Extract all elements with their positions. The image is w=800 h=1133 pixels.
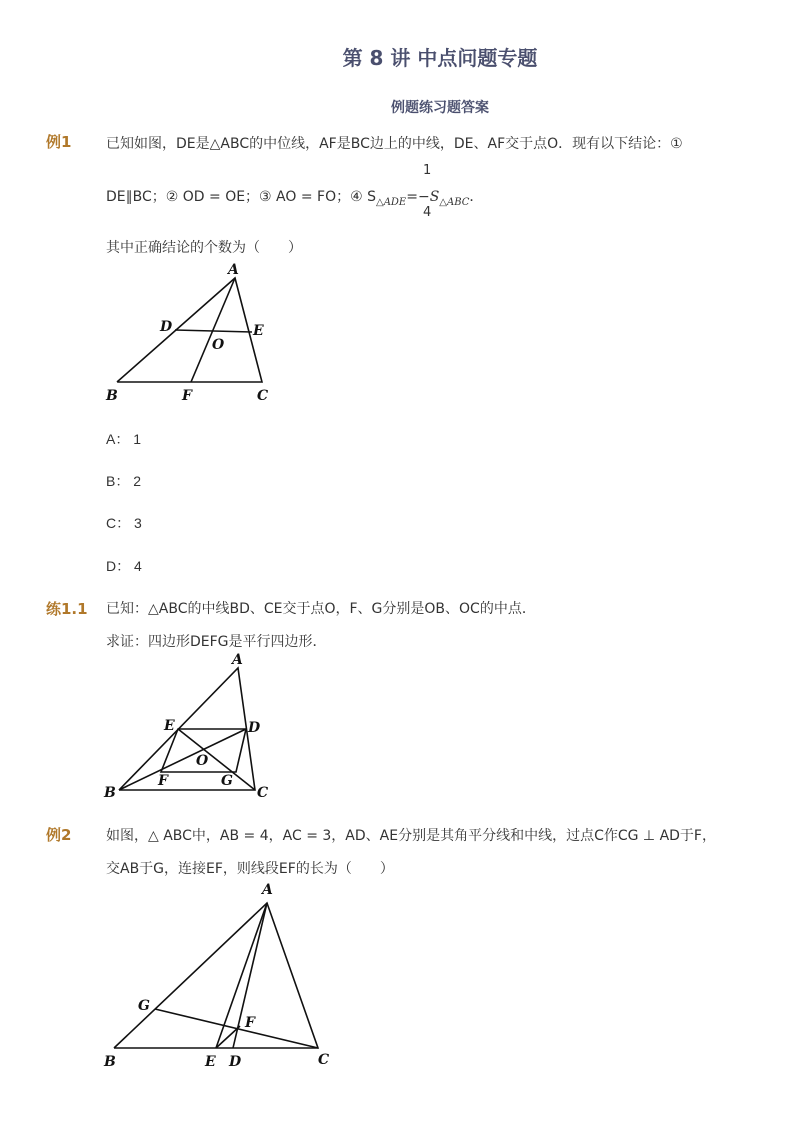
point-f-2: F bbox=[158, 773, 168, 789]
vertex-b-3: B bbox=[104, 1054, 116, 1070]
sub-ade: △ADE bbox=[376, 197, 407, 208]
vertex-c: C bbox=[257, 388, 269, 404]
fraction-denominator: 4 bbox=[423, 205, 432, 220]
vertex-b-2: B bbox=[104, 785, 116, 801]
example-2-line1: 如图，△ ABC中，AB = 4，AC = 3，AD、AE分别是其角平分线和中线，过点C作CG ⊥ AD于F， bbox=[106, 828, 716, 844]
option-a: A： 1 bbox=[106, 431, 142, 447]
segment-ae bbox=[216, 903, 267, 1048]
triangle-abc-3 bbox=[114, 903, 318, 1048]
vertex-c-2: C bbox=[257, 785, 269, 801]
fraction-numerator: 1 bbox=[423, 163, 432, 178]
s-symbol: S bbox=[429, 189, 440, 205]
page-title: 第 8 讲 中点问题专题 bbox=[342, 46, 538, 70]
line-end: ． bbox=[469, 189, 484, 205]
point-g-2: G bbox=[221, 773, 233, 789]
example-1-line1: 已知如图，DE是△ABC的中位线，AF是BC边上的中线，DE、AF交于点O．现有以下结论：① bbox=[106, 136, 683, 152]
point-f: F bbox=[182, 388, 192, 404]
practice-1-1-line1: 已知：△ABC的中线BD、CE交于点O，F、G分别是OB、OC的中点． bbox=[106, 601, 536, 617]
equals-sign: = bbox=[406, 189, 418, 205]
point-e: E bbox=[253, 323, 264, 339]
practice-1-1-line2: 求证：四边形DEFG是平行四边形． bbox=[106, 634, 327, 650]
figure-triangle-3 bbox=[100, 878, 340, 1078]
option-b: B： 2 bbox=[106, 473, 142, 489]
page-subtitle: 例题练习题答案 bbox=[391, 100, 489, 116]
point-o: O bbox=[212, 337, 225, 353]
example-2-line2: 交AB于G，连接EF，则线段EF的长为（ ） bbox=[106, 861, 394, 877]
fraction-minus: − bbox=[417, 189, 430, 205]
point-e-2: E bbox=[164, 718, 175, 734]
point-d-2: D bbox=[248, 720, 261, 736]
vertex-b: B bbox=[106, 388, 118, 404]
option-d: D： 4 bbox=[106, 558, 142, 574]
point-d-3: D bbox=[229, 1054, 242, 1070]
example-2-label: 例2 bbox=[46, 826, 72, 844]
point-f-3: F bbox=[245, 1015, 255, 1031]
practice-1-1-label: 练1.1 bbox=[46, 600, 88, 618]
point-o-2: O bbox=[196, 753, 209, 769]
point-g-3: G bbox=[138, 998, 150, 1014]
example-1-label: 例1 bbox=[46, 133, 72, 151]
vertex-a-2: A bbox=[232, 652, 243, 668]
point-e-3: E bbox=[205, 1054, 216, 1070]
vertex-a: A bbox=[228, 262, 239, 278]
option-c: C： 3 bbox=[106, 515, 142, 531]
example-1-conditions: DE∥BC；② OD = OE；③ AO = FO；④ S bbox=[106, 189, 376, 205]
figure-triangle-2 bbox=[100, 650, 280, 802]
sub-abc: △ABC bbox=[439, 197, 470, 208]
figure-triangle-1 bbox=[100, 258, 290, 408]
point-d: D bbox=[160, 319, 173, 335]
vertex-a-3: A bbox=[262, 882, 273, 898]
example-1-question: 其中正确结论的个数为（ ） bbox=[106, 240, 302, 256]
vertex-c-3: C bbox=[318, 1052, 330, 1068]
